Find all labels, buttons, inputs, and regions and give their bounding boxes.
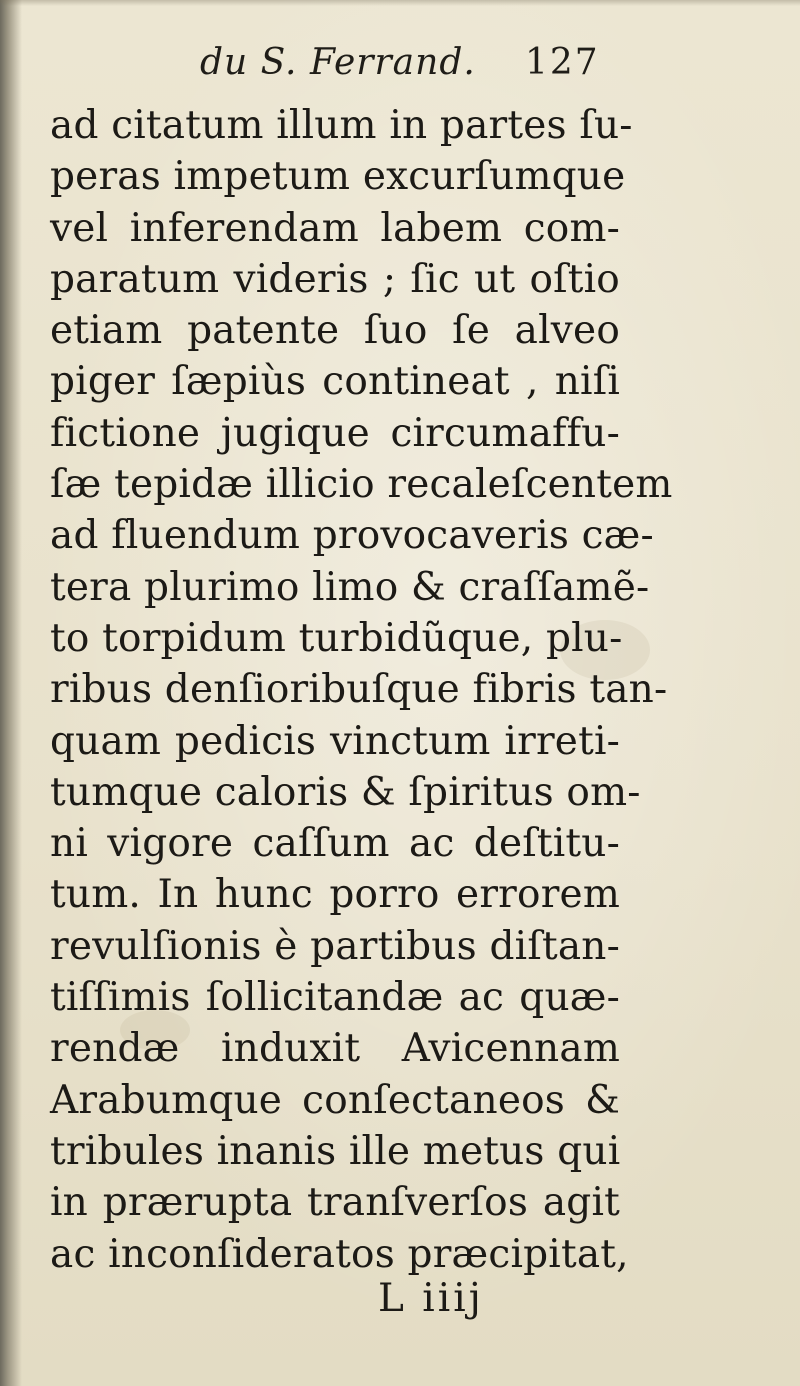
- text-line: fictione jugique circumaffu-: [50, 410, 620, 456]
- text-line: tiſſimis ſollicitandæ ac quæ-: [50, 975, 620, 1021]
- body-text: [50, 100, 673, 1280]
- top-edge-shadow: [0, 0, 800, 6]
- text-line: ribus denſioribuſque fibris tan-: [50, 667, 668, 713]
- text-line: ſæ tepidæ illicio recaleſcentem: [50, 462, 673, 508]
- text-line: tum. In hunc porro errorem: [50, 872, 620, 918]
- text-line: tribules inanis ille metus qui: [50, 1128, 621, 1174]
- text-line: ni vigore caſſum ac deſtitu-: [50, 821, 620, 867]
- text-line: to torpidum turbidũque, plu-: [50, 615, 623, 661]
- text-line: Arabumque conſectaneos &: [50, 1077, 620, 1123]
- text-line: rendæ induxit Avicennam: [50, 1026, 620, 1072]
- text-line: in prærupta tranſverſos agit: [50, 1180, 620, 1226]
- text-line: tera plurimo limo & craſſamẽ-: [50, 564, 650, 610]
- binding-shadow: [0, 0, 22, 1386]
- text-line: tumque caloris & ſpiritus om-: [50, 769, 641, 815]
- text-line: revulſionis è partibus diſtan-: [50, 923, 620, 969]
- signature-mark: L iiij: [378, 1276, 484, 1321]
- text-line: peras impetum excurſumque: [50, 154, 626, 200]
- text-line: ad fluendum provocaveris cæ-: [50, 513, 654, 559]
- text-line: paratum videris ; ſic ut oſtio: [50, 256, 620, 302]
- page-header: [0, 42, 800, 98]
- text-line: vel inferendam labem com-: [50, 205, 620, 251]
- text-line: etiam patente ſuo ſe alveo: [50, 308, 620, 354]
- text-line: ad citatum illum in partes ſu-: [50, 103, 633, 148]
- text-line: piger ſæpiùs contineat , niſi: [50, 359, 620, 405]
- running-head: du S. Ferrand.: [200, 42, 476, 83]
- text-line: ac inconſideratos præcipitat,: [50, 1231, 629, 1277]
- text-line: quam pedicis vinctum irreti-: [50, 718, 620, 764]
- page-number: 127: [525, 42, 600, 83]
